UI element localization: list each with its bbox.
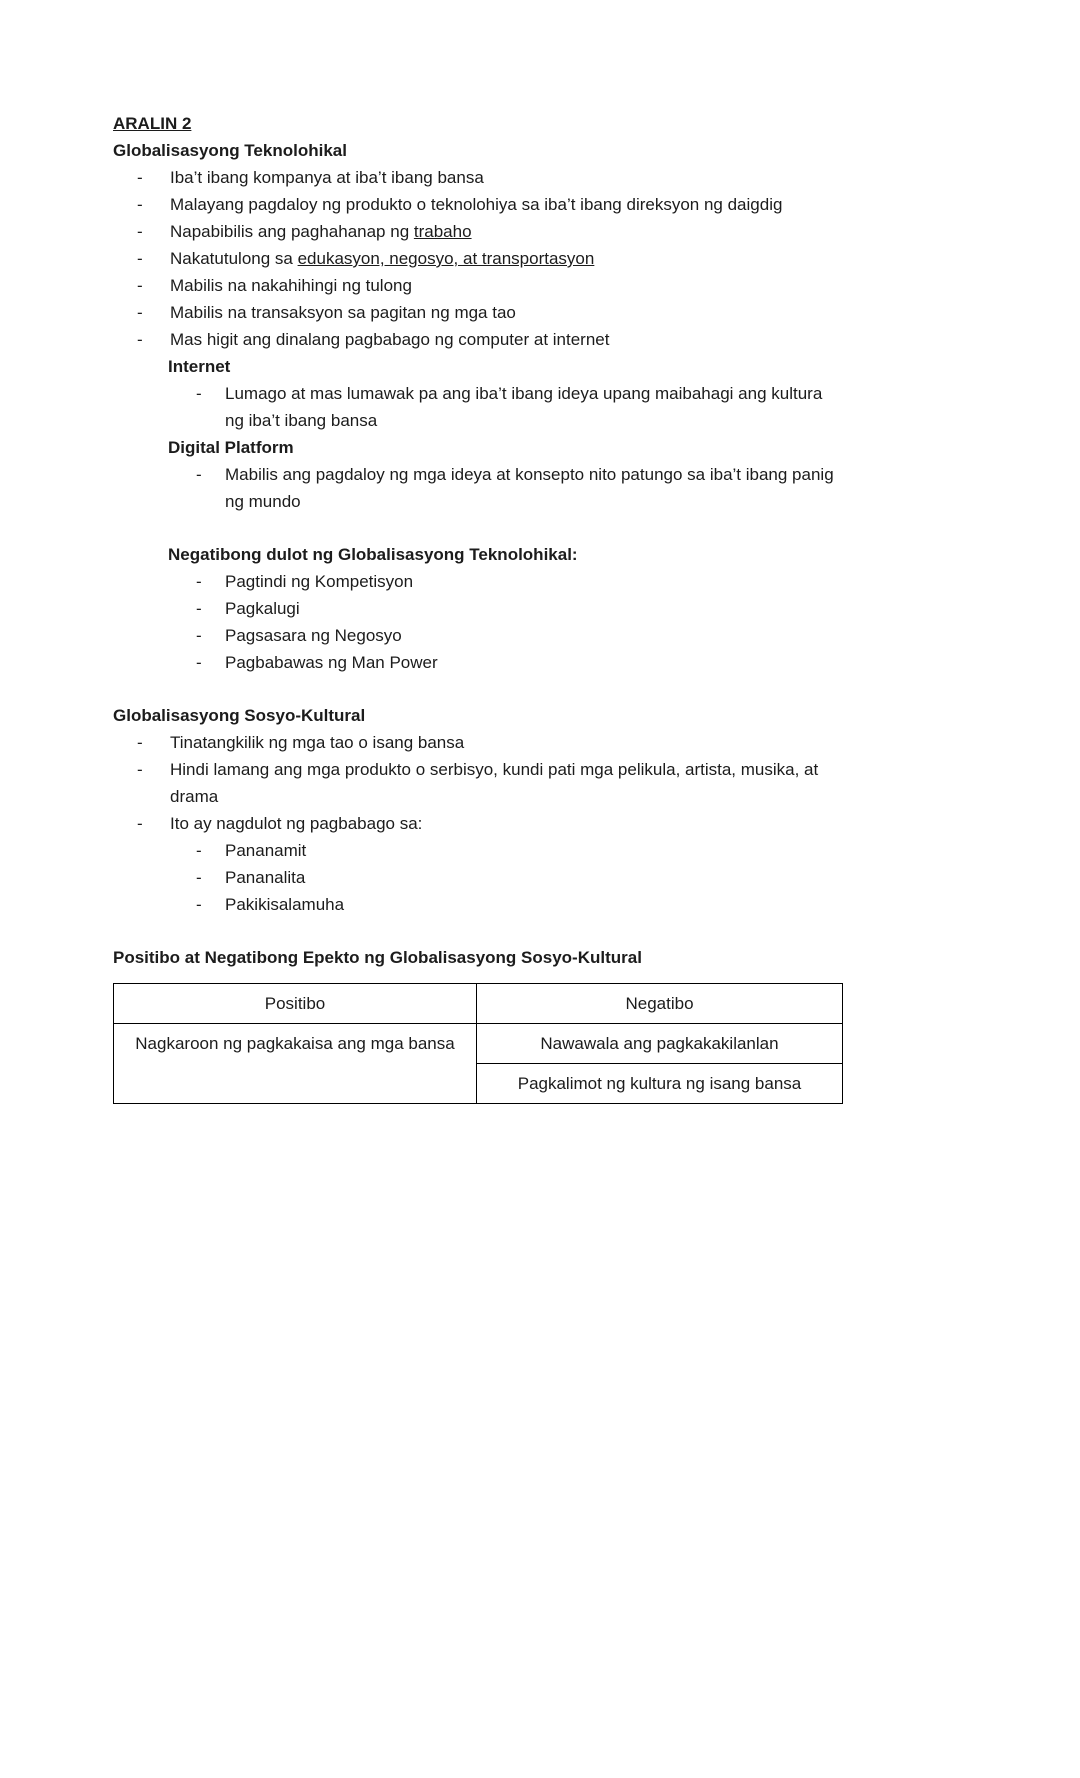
bullet-dash: - xyxy=(196,626,202,645)
bullet-dash: - xyxy=(196,384,202,403)
subsection-digital-platform-heading: Digital Platform xyxy=(168,438,294,457)
cell-positibo: Nagkaroon ng pagkakaisa ang mga bansa xyxy=(114,1024,477,1104)
tech-bullet-item xyxy=(113,245,845,272)
bullet-text: Napabibilis ang paghahanap ng trabaho xyxy=(170,222,472,241)
bullet-text: Mabilis ang pagdaloy ng mga ideya at konsepto nito patungo sa iba’t ibang panig ng mundo xyxy=(225,465,834,511)
table-header-row xyxy=(114,984,843,1024)
effects-table-heading: Positibo at Negatibong Epekto ng Globalisasyong Sosyo-Kultural xyxy=(113,948,642,967)
bullet-text: Pananamit xyxy=(225,841,307,860)
cell-negatibo-1: Nawawala ang pagkakakilanlan xyxy=(477,1024,843,1064)
bullet-dash: - xyxy=(196,841,202,860)
internet-bullet-item xyxy=(113,380,845,434)
document-content xyxy=(113,110,845,1104)
bullet-text: Nakatutulong sa edukasyon, negosyo, at transportasyon xyxy=(170,249,595,268)
bullet-text: Pananalita xyxy=(225,868,306,887)
negative-bullet-item xyxy=(113,595,845,622)
bullet-text: Tinatangkilik ng mga tao o isang bansa xyxy=(170,733,465,752)
socio-bullet-item xyxy=(113,810,845,837)
bullet-dash: - xyxy=(196,572,202,591)
subsection-internet-heading: Internet xyxy=(168,357,231,376)
negative-bullet-item xyxy=(113,649,845,676)
bullet-dash: - xyxy=(137,222,143,241)
section-socio-heading: Globalisasyong Sosyo-Kultural xyxy=(113,706,366,725)
tech-bullet-item xyxy=(113,218,845,245)
cell-negatibo-2: Pagkalimot ng kultura ng isang bansa xyxy=(477,1064,843,1104)
negative-effects-heading: Negatibong dulot ng Globalisasyong Teknolohikal: xyxy=(168,545,578,564)
bullet-dash: - xyxy=(196,895,202,914)
socio-bullet-item xyxy=(113,756,845,810)
bullet-text: Malayang pagdaloy ng produkto o teknolohiya sa iba’t ibang direksyon ng daigdig xyxy=(170,195,783,214)
header-cell-positibo: Positibo xyxy=(114,984,477,1024)
bullet-dash: - xyxy=(137,330,143,349)
bullet-dash: - xyxy=(137,733,143,752)
tech-bullet-item xyxy=(113,272,845,299)
bullet-dash: - xyxy=(196,599,202,618)
bullet-text: Mabilis na nakahihingi ng tulong xyxy=(170,276,412,295)
bullet-dash: - xyxy=(137,303,143,322)
bullet-text: Mabilis na transaksyon sa pagitan ng mga tao xyxy=(170,303,516,322)
tech-bullet-item xyxy=(113,326,845,353)
bullet-text: Iba’t ibang kompanya at iba’t ibang bansa xyxy=(170,168,484,187)
negative-bullet-item xyxy=(113,622,845,649)
bullet-text: Pagtindi ng Kompetisyon xyxy=(225,572,414,591)
bullet-text: Lumago at mas lumawak pa ang iba’t ibang ideya upang maibahagi ang kultura ng iba’t ibang bansa xyxy=(225,384,823,430)
tech-bullet-item xyxy=(113,164,845,191)
effects-table xyxy=(113,983,843,1104)
bullet-text: Pakikisalamuha xyxy=(225,895,345,914)
bullet-text: Ito ay nagdulot ng pagbabago sa: xyxy=(170,814,423,833)
negative-bullet-item xyxy=(113,568,845,595)
socio-sub-bullet-item xyxy=(113,837,845,864)
socio-sub-bullet-item xyxy=(113,891,845,918)
bullet-dash: - xyxy=(196,653,202,672)
bullet-dash: - xyxy=(137,249,143,268)
bullet-text: Pagkalugi xyxy=(225,599,300,618)
bullet-text: Hindi lamang ang mga produkto o serbisyo, kundi pati mga pelikula, artista, musika, at drama xyxy=(170,760,819,806)
bullet-dash: - xyxy=(137,168,143,187)
digital-platform-bullet-item xyxy=(113,461,845,515)
bullet-dash: - xyxy=(196,868,202,887)
bullet-text: Pagsasara ng Negosyo xyxy=(225,626,402,645)
doc-title: ARALIN 2 xyxy=(113,114,192,133)
tech-bullet-item xyxy=(113,299,845,326)
table-row xyxy=(114,1024,843,1064)
bullet-dash: - xyxy=(137,276,143,295)
socio-bullet-item xyxy=(113,729,845,756)
section-tech-heading: Globalisasyong Teknolohikal xyxy=(113,141,347,160)
bullet-text: Mas higit ang dinalang pagbabago ng computer at internet xyxy=(170,330,610,349)
header-cell-negatibo: Negatibo xyxy=(477,984,843,1024)
bullet-dash: - xyxy=(196,465,202,484)
bullet-text: Pagbabawas ng Man Power xyxy=(225,653,438,672)
tech-bullet-item xyxy=(113,191,845,218)
socio-sub-bullet-item xyxy=(113,864,845,891)
bullet-dash: - xyxy=(137,814,143,833)
bullet-dash: - xyxy=(137,195,143,214)
bullet-dash: - xyxy=(137,760,143,779)
